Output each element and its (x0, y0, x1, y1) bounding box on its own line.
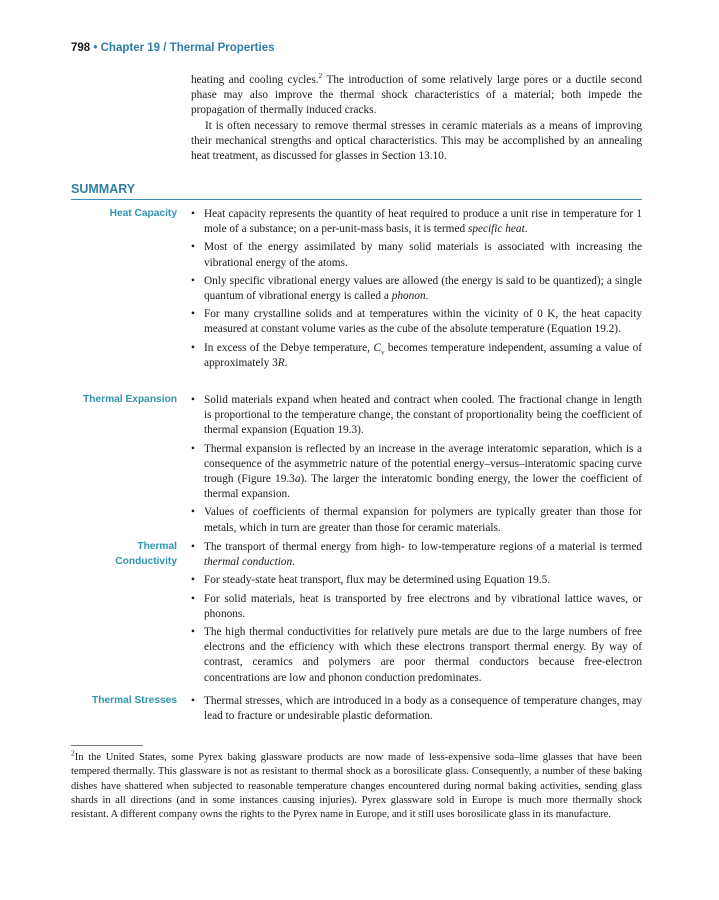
list-item: • Most of the energy assimilated by many solid materials is associated with increasing the vibrational energy of the atoms. (191, 240, 642, 270)
summary-divider (71, 199, 642, 200)
footnote (71, 748, 642, 822)
footnote-text: In the United States, some Pyrex baking glassware products are now made of less-expensive soda–lime glasses that have been tempered thermally. This glassware is not as resistant to thermal shock as a borosilicate glass. Consequently, a number of these baking dishes have shattered when subjected to reasonable temperature changes encountered during normal baking activities, sending glass shards in all directions (and in some instances causing injuries). Pyrex glassware sold in Europe is much more thermally shock resistant. A different company owns the rights to the Pyrex name in Europe, and it still uses borosilicate glass in its manufacture. (71, 752, 642, 821)
list-item: • Only specific vibrational energy values are allowed (the energy is said to be quantized); a single quantum of vibrational energy is called a phonon. (191, 274, 642, 304)
section-label: Thermal Stresses (92, 695, 177, 706)
list-item: • The high thermal conductivities for relatively pure metals are due to the large numbers of free electrons and the efficiency with which these electrons transport thermal energy. By way of contrast, ceramics and polymers are poor thermal conductors because free-electron concentrations are low and phonon conduction predominates. (191, 625, 642, 686)
list-item: • The transport of thermal energy from high- to low-temperature regions of a material is termed thermal conduction. (191, 540, 642, 570)
chapter-label: Chapter 19 (100, 42, 161, 54)
bullet-list (191, 207, 642, 374)
intro-paragraph-2: It is often necessary to remove thermal stresses in ceramic materials as a means of improving their mechanical strengths and optical characteristics. This may be accomplished by an annealing heat treatment, as discussed for glasses in Section 13.10. (191, 119, 642, 163)
footnote-divider (71, 745, 143, 746)
intro-text (191, 73, 642, 164)
list-item: • Thermal expansion is reflected by an increase in the average interatomic separation, which is a consequence of the asymmetric nature of the potential energy–versus–interatomic spacing curve trough (Figure 19.3a). The larger the interatomic bonding energy, the lower the coefficient of thermal expansion. (191, 442, 642, 503)
list-item: • For steady-state heat transport, flux may be determined using Equation 19.5. (191, 573, 642, 588)
header-slash: / (163, 42, 167, 54)
list-item: • For many crystalline solids and at temperatures within the vicinity of 0 K, the heat capacity measured at constant volume varies as the cube of the absolute temperature (Equation 19.2). (191, 307, 642, 337)
list-item: • Values of coefficients of thermal expansion for polymers are typically greater than those for metals, which in turn are greater than those for ceramic materials. (191, 505, 642, 535)
bullet-list (191, 694, 642, 727)
page-number: 798 (71, 42, 91, 54)
list-item: • In excess of the Debye temperature, $C_v$ becomes temperature independent, assuming a value of approximately 3R. (191, 341, 642, 371)
section-label: Heat Capacity (109, 208, 177, 219)
bullet-list (191, 393, 642, 539)
section-label: Thermal Conductivity (115, 541, 177, 567)
chapter-title: Thermal Properties (169, 42, 275, 54)
intro-paragraph-1: heating and cooling cycles.$^2$ The introduction of some relatively large pores or a ductile second phase may also improve the thermal shock characteristics of a material; both impede the propagation of thermally induced cracks. (191, 71, 642, 117)
footnote-marker: 2 (71, 748, 75, 758)
running-header (71, 42, 275, 54)
list-item: • For solid materials, heat is transported by free electrons and by vibrational lattice waves, or phonons. (191, 592, 642, 622)
list-item: • Heat capacity represents the quantity of heat required to produce a unit rise in temperature for 1 mole of a substance; on a per-unit-mass basis, it is termed specific heat. (191, 207, 642, 237)
list-item: • Thermal stresses, which are introduced in a body as a consequence of temperature changes, may lead to fracture or undesirable plastic deformation. (191, 694, 642, 724)
list-item: • Solid materials expand when heated and contract when cooled. The fractional change in length is proportional to the temperature change, the constant of proportionality being the coefficient of thermal expansion (Equation 19.3). (191, 393, 642, 439)
summary-heading: SUMMARY (71, 182, 136, 196)
footnote-ref: 2 (318, 71, 323, 81)
bullet-list (191, 540, 642, 689)
section-label: Thermal Expansion (83, 394, 177, 405)
header-separator: • (93, 42, 98, 54)
